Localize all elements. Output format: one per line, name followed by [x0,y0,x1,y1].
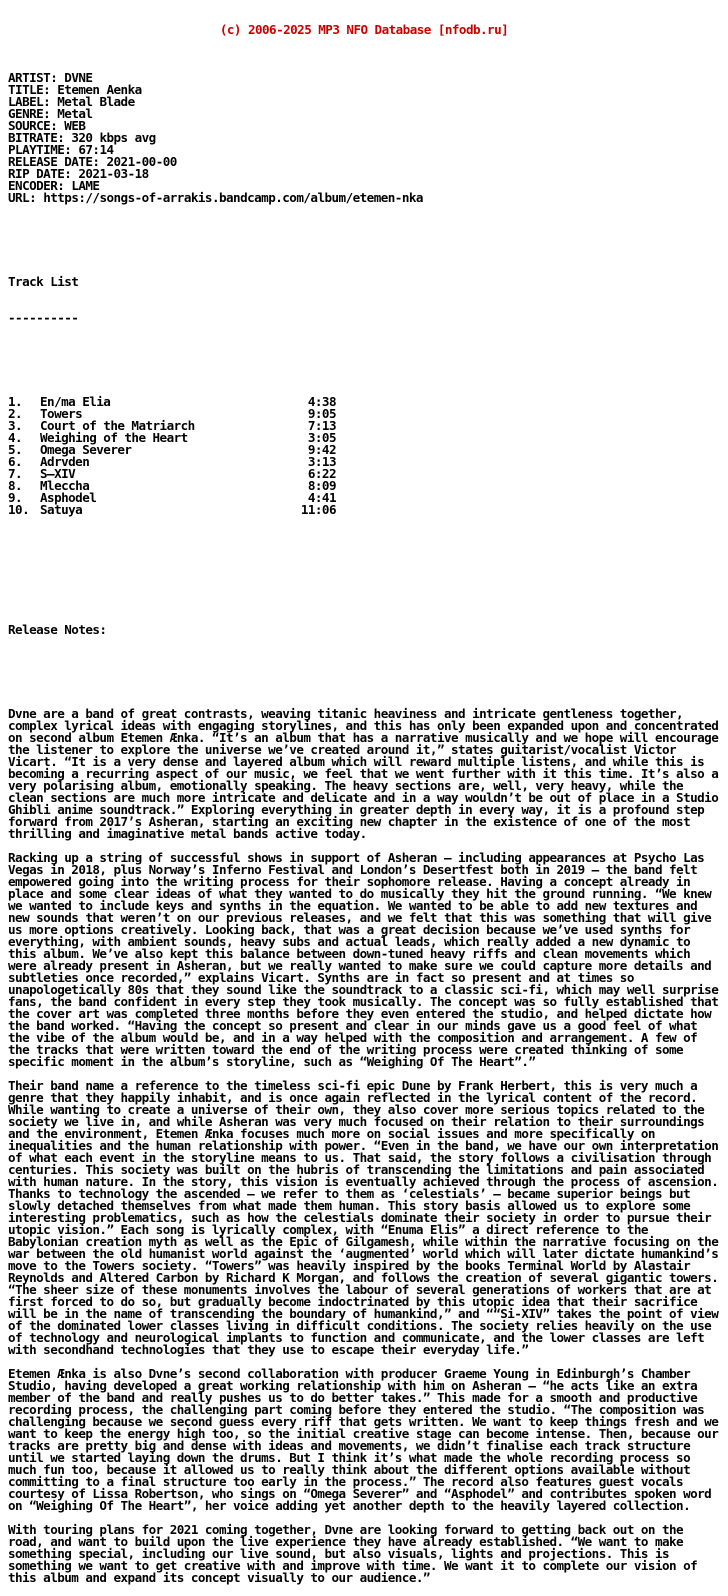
track-title: Towers [40,406,83,421]
track-number: 9. [8,490,23,505]
track-time: 11:06 [300,502,336,517]
track-row [8,444,720,456]
release-notes-title: Release Notes: [8,622,107,637]
track-time: 9:42 [307,442,336,457]
info-label: RELEASE DATE: [8,154,100,169]
info-label: PLAYTIME: [8,142,72,157]
info-value: DVNE [64,70,93,85]
track-time: 3:13 [307,454,336,469]
tracklist-title: Track List [8,274,79,289]
track-row [8,504,720,516]
info-label: GENRE: [8,106,51,121]
track-title: Mleccha [40,478,90,493]
track-title: Satuya [40,502,83,517]
notes-paragraph: With touring plans for 2021 coming together, Dvne are looking forward to getting back out on the road, and want to build upon the live experience they have already established. “We want to make something special, including our live sound, but also visuals, lights and projections. This is something we want to get creative with and improve with time. We want it to complete our vision of this album and expand its concept visually to our audience.” [8,1522,698,1585]
track-row [8,468,720,480]
track-title: En/ma Elia [40,394,111,409]
info-label: ARTIST: [8,70,58,85]
track-number: 10. [8,502,30,517]
site-header[interactable]: (c) 2006-2025 MP3 NFO Database [nfodb.ru] [219,22,509,37]
info-label: TITLE: [8,82,51,97]
notes-paragraph: Etemen Ænka is also Dvne’s second collaboration with producer Graeme Young in Edinburgh’s Chamber Studio, having developed a great working relationship with him on Asheran – “he acts like an extra member of the band and really pushes us to do better takes.” This made for a smooth and productive recording process, the challenging part coming before they entered the studio. “The composition was challenging because we second guess every riff that gets written. We want to keep things fresh and we want to keep the energy high too, so the initial creative stage can become intense. Then, because our tracks are pretty big and dense with ideas and movements, we didn’t finalise each track structure until we started laying down the drums. But I think it’s what made the whole recording process so much fun too, because it allowed us to really think about the different options available without committing to a final structure too early in the process.” The record also features guest vocals courtesy of Lissa Robertson, who sings on “Omega Severer” and “Asphodel” and contributes spoken word on “Weighing Of The Heart”, her voice adding yet another depth to the heavily layered collection. [8,1366,719,1513]
track-row [8,396,720,408]
track-number: 3. [8,418,23,433]
info-value: 320 kbps avg [71,130,156,145]
info-block [8,72,720,204]
track-time: 8:09 [307,478,336,493]
info-label: SOURCE: [8,118,58,133]
track-row [8,456,720,468]
info-value: Metal Blade [57,94,135,109]
track-time: 6:22 [307,466,336,481]
track-number: 7. [8,466,23,481]
info-label: BITRATE: [8,130,65,145]
info-value: 67:14 [78,142,114,157]
track-number: 8. [8,478,23,493]
notes-paragraph: Their band name a reference to the timeless sci-fi epic Dune by Frank Herbert, this is very much a genre that they happily inhabit, and is once again reflected in the lyrical content of the record. While wanting to create a universe of their own, they also cover more serious topics related to the society we live in, and while Asheran was very much focused on their relation to their surroundings and the environment, Etemen Ænka focuses much more on social issues and more specifically on inequalities and the human relationship with power. “Even in the band, we have our own interpretation of what each event in the storyline means to us. That said, the story follows a civilisation through centuries. This society was built on the hubris of transcending the limitations and pain associated with human nature. In the story, this vision is eventually achieved through the process of ascension. Thanks to technology the ascended – we refer to them as ‘celestials’ – became superior beings but slowly detached themselves from what made them human. This story basis allowed us to explore some interesting problematics, such as how the celestials dominate their society in order to pursue their utopic vision.” Each song is lyrically complex, with “Enuma Elis” a direct reference to the Babylonian creation myth as well as the Epic of Gilgamesh, while within the narrative focusing on the war between the old humanist world against the ‘augmented’ world which will later dictate humankind’s move to the Towers society. “Towers” was heavily inspired by the books Terminal World by Alastair Reynolds and Altered Carbon by Richard K Morgan, and follows the creation of several gigantic towers. “The sheer size of these monuments involves the labour of several generations of workers that are at first forced to do so, but gradually become indoctrinated by this utopic idea that their sacrifice will be in the name of transcending the boundary of humankind,” and ““Si-XIV” takes the point of view of the dominated lower classes living in difficult conditions. The society relies heavily on the use of technology and neurological implants to function and communicate, and the lower classes are left with secondhand technologies that they use to escape their everyday life.” [8,1078,719,1357]
track-number: 5. [8,442,23,457]
track-time: 3:05 [307,430,336,445]
info-label: RIP DATE: [8,166,72,181]
info-value: LAME [71,178,100,193]
notes-paragraph: Racking up a string of successful shows in support of Asheran – including appearances at Psycho Las Vegas in 2018, plus Norway’s Inferno Festival and London’s Desertfest both in 2019 – the band felt empowered going into the writing process for their sophomore release. Having a concept already in place and some clear ideas of what they wanted to do musically they hit the ground running. “We knew we wanted to include keys and synths in the equation. We wanted to be able to add new textures and new sounds that weren’t on our previous releases, and we felt that this was something that will give us more options creatively. Looking back, that was a great decision because we’ve used synths for everything, with ambient sounds, heavy subs and actual leads, which really added a new dynamic to this album. We’ve also kept this balance between down-tuned heavy riffs and clean movements which were already present in Asheran, but we really wanted to make sure we could capture more details and subtleties once recorded,” explains Vicart. Synths are in fact so present and at times so unapologetically 80s that they sound like the soundtrack to a classic sci-fi, which may well surprise fans, the band confident in every step they took musically. The concept was so fully established that the cover art was completed three months before they even entered the studio, and helped dictate how the band worked. “Having the concept so present and clear in our minds gave us a good feel of what the vibe of the album would be, and in a way helped with the composition and arrangement. A few of the tracks that were written toward the end of the writing process were created thinking of some specific moment in the album’s storyline, such as “Weighing Of The Heart”.” [8,850,719,1069]
track-title: Asphodel [40,490,97,505]
track-title: S–XIV [40,466,76,481]
track-title: Omega Severer [40,442,132,457]
track-row [8,492,720,504]
track-title: Adrvden [40,454,90,469]
track-time: 4:38 [307,394,336,409]
info-label: ENCODER: [8,178,65,193]
track-time: 7:13 [307,418,336,433]
track-number: 2. [8,406,23,421]
tracklist-rule: ---------- [8,310,79,325]
info-label: URL: [8,190,37,205]
track-number: 1. [8,394,23,409]
info-value: Etemen Aenka [57,82,142,97]
track-time: 4:41 [307,490,336,505]
nfo-document [8,0,720,1596]
track-number: 6. [8,454,23,469]
notes-paragraph: Dvne are a band of great contrasts, weaving titanic heaviness and intricate gentleness together, complex lyrical ideas with engaging storylines, and this has only been expanded upon and concentrated on second album Etemen Ænka. “It’s an album that has a narrative musically and we hope will encourage the listener to explore the universe we’ve created around it,” states guitarist/vocalist Victor Vicart. “It is a very dense and layered album which will reward multiple listens, and while this is becoming a recurring aspect of our music, we feel that we went further with it this time. It’s also a very polarising album, emotionally speaking. The heavy sections are, well, very heavy, while the clean sections are much more intricate and delicate and in a way wouldn’t be out of place in a Studio Ghibli anime soundtrack.” Exploring everything in greater depth in every way, it is a profound step forward from 2017’s Asheran, starting an exciting new chapter in the existence of one of the most thrilling and imaginative metal bands active today. [8,706,719,841]
info-value[interactable]: https://songs-of-arrakis.bandcamp.com/album/etemen-nka [43,190,423,205]
track-list [8,396,720,516]
track-time: 9:05 [307,406,336,421]
info-value: 2021-03-18 [78,166,149,181]
info-value: Metal [57,106,93,121]
release-notes [8,708,720,1584]
info-row [8,108,720,120]
info-row [8,96,720,108]
info-label: LABEL: [8,94,51,109]
info-row [8,192,720,204]
info-row [8,168,720,180]
info-value: 2021-00-00 [106,154,177,169]
info-value: WEB [64,118,86,133]
track-row [8,480,720,492]
track-number: 4. [8,430,23,445]
track-title: Weighing of the Heart [40,430,188,445]
info-row [8,132,720,144]
track-title: Court of the Matriarch [40,418,195,433]
